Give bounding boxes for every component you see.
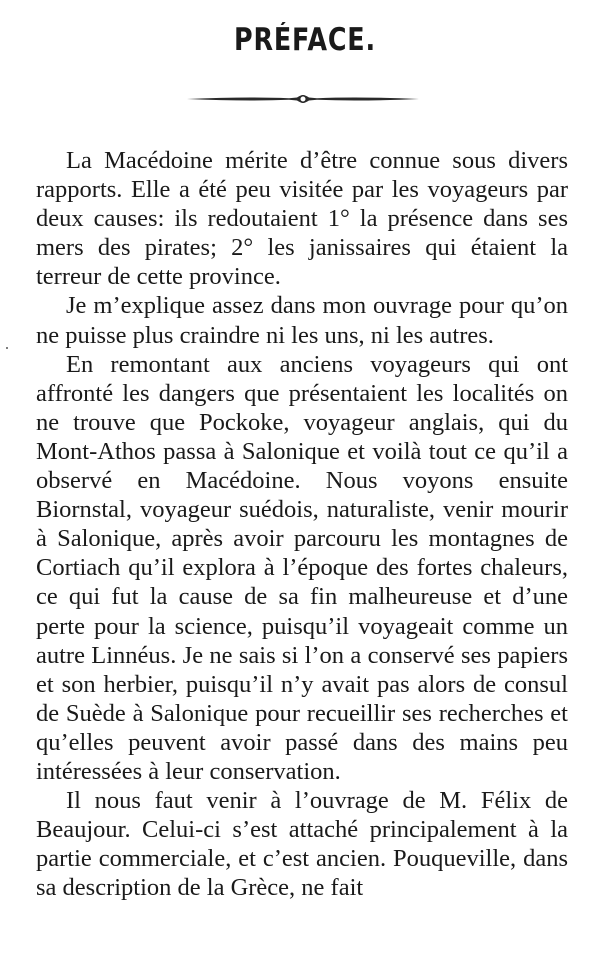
body-text: [36, 146, 568, 902]
ornament-divider: [185, 92, 421, 106]
page-title: PRÉFACE.: [234, 22, 376, 58]
paragraph: Je m’explique assez dans mon ouvrage pour qu’on ne puisse plus craindre ni les uns, ni les autres.: [36, 292, 568, 349]
print-speck: [6, 347, 8, 349]
paragraph: La Macédoine mérite d’être connue sous divers rapports. Elle a été peu visitée par les voyageurs par deux causes: ils redoutaient 1° la présence dans ses mers des pirates; 2° les janissaires qui étaient la terreur de cette province.: [36, 147, 568, 291]
paragraph: Il nous faut venir à l’ouvrage de M. Félix de Beaujour. Celui-ci s’est attaché principalement à la partie commerciale, et c’est ancien. Pouqueville, dans sa description de la Grèce, ne fait: [36, 787, 568, 902]
paragraph: En remontant aux anciens voyageurs qui ont affronté les dangers que présentaient les localités on ne trouve que Pockoke, voyageur anglais, qui du Mont-Athos passa à Salonique et voilà tout ce qu’il a observé en Macédoine. Nous voyons ensuite Biornstal, voyageur suédois, naturaliste, venir mourir à Salonique, après avoir parcouru les montagnes de Cortiach qu’il explora à l’époque des fortes chaleurs, ce qui fut la cause de sa fin malheureuse et d’une perte pour la science, puisqu’il voyageait comme un autre Linnéus. Je ne sais si l’on a conservé ses papiers et son herbier, puisqu’il n’y avait pas alors de consul de Suède à Salonique pour recueillir ses recherches et qu’elles peuvent avoir passé dans des mains peu intéressées à leur conservation.: [36, 350, 568, 785]
